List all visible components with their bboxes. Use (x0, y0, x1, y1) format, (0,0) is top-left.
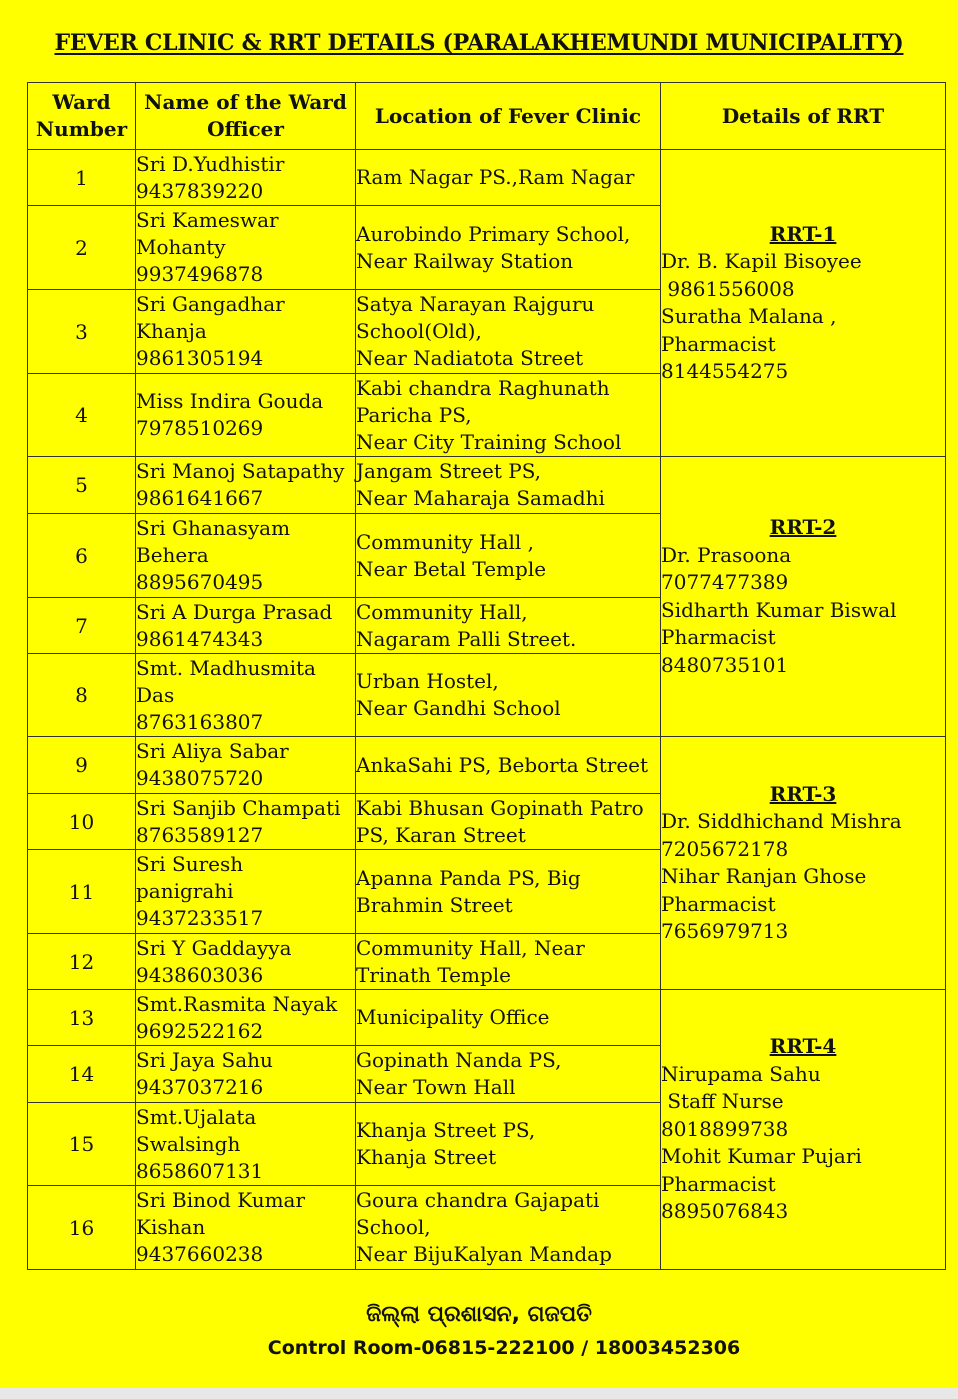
district-administration-label: ଜିଲ୍ଲା ପ୍ରଶାସନ, ଗଜପତି (366, 1302, 592, 1327)
page-title: FEVER CLINIC & RRT DETAILS (PARALAKHEMUNDI MUNICIPALITY) (54, 30, 904, 56)
rrt-team-label: RRT-2 (769, 515, 837, 539)
rrt-member-line: 8895076843 (661, 1199, 789, 1224)
location-line: Brahmin Street (356, 892, 513, 917)
header-rrt-details (661, 83, 946, 150)
officer-line: 9437233517 (136, 906, 264, 930)
ward-number-cell: 4 (28, 374, 136, 457)
location-line: Trinath Temple (356, 962, 511, 987)
officer-line: 9861474343 (136, 626, 264, 651)
bottom-edge (0, 1388, 958, 1399)
officer-line: Behera (136, 543, 209, 567)
ward-number-cell: 8 (28, 654, 136, 737)
clinic-location-cell (356, 737, 661, 794)
location-line: Community Hall, (356, 599, 528, 624)
ward-number-cell: 10 (28, 794, 136, 850)
ward-number-cell: 14 (28, 1046, 136, 1103)
clinic-location-cell (356, 457, 661, 514)
header-location (356, 83, 661, 150)
ward-officer-cell (136, 290, 356, 374)
ward-number-cell: 1 (28, 150, 136, 206)
rrt-team-label: RRT-3 (769, 781, 837, 806)
location-line: Satya Narayan Rajguru (356, 292, 595, 316)
ward-officer-cell (136, 206, 356, 290)
location-line: Community Hall , (356, 529, 534, 554)
officer-line: 8658607131 (136, 1158, 264, 1183)
officer-line: Kishan (136, 1215, 206, 1239)
location-line: Jangam Street PS, (356, 459, 542, 483)
officer-line: Das (136, 682, 175, 707)
officer-line: 9437660238 (136, 1242, 264, 1266)
location-line: PS, Karan Street (356, 822, 526, 847)
rrt-team-label: RRT-1 (769, 221, 837, 246)
officer-line: Miss Indira Gouda (136, 389, 324, 413)
ward-officer-cell (136, 934, 356, 990)
clinic-location-cell (356, 654, 661, 737)
ward-number-cell: 11 (28, 850, 136, 934)
officer-line: Sri Jaya Sahu (136, 1048, 273, 1072)
clinic-location-cell (356, 374, 661, 457)
officer-line: Swalsingh (136, 1131, 241, 1156)
location-line: Aurobindo Primary School, (356, 221, 631, 246)
officer-line: Sri D.Yudhistir (136, 151, 285, 176)
officer-line: Sri Ghanasyam (136, 516, 291, 540)
officer-line: 9438603036 (136, 962, 264, 987)
ward-number-cell: 15 (28, 1103, 136, 1186)
location-line: Khanja Street (356, 1145, 497, 1169)
clinic-location-cell (356, 514, 661, 598)
location-line: Municipality Office (356, 1005, 550, 1029)
officer-line: Sri Manoj Satapathy (136, 459, 345, 483)
location-line: School(Old), (356, 319, 482, 343)
officer-line: Sri Suresh (136, 852, 244, 876)
ward-officer-cell (136, 150, 356, 206)
ward-officer-cell (136, 457, 356, 514)
ward-number-cell: 9 (28, 737, 136, 794)
rrt-member-line: Pharmacist (661, 331, 776, 356)
location-line: School, (356, 1215, 431, 1239)
ward-number-cell: 3 (28, 290, 136, 374)
officer-line: 8763163807 (136, 709, 264, 734)
clinic-location-cell (356, 290, 661, 374)
rrt-member-line: Nirupama Sahu (661, 1061, 821, 1086)
rrt-member-line: Mohit Kumar Pujari (661, 1144, 862, 1169)
location-line: Apanna Panda PS, Big (356, 865, 581, 890)
location-line: Near City Training School (356, 429, 622, 454)
rrt-member-line: Dr. B. Kapil Bisoyee (661, 249, 862, 273)
header-line: Name of the Ward (144, 90, 347, 114)
rrt-member-line: Pharmacist (661, 891, 776, 916)
table-row (28, 150, 946, 206)
clinic-location-cell (356, 990, 661, 1046)
location-line: Near BijuKalyan Mandap (356, 1242, 612, 1266)
officer-line: 8763589127 (136, 822, 264, 847)
officer-line: Mohanty (136, 235, 226, 259)
officer-line: Sri Kameswar (136, 208, 279, 232)
clinic-location-cell (356, 598, 661, 654)
ward-number-cell: 12 (28, 934, 136, 990)
rrt-member-line: Sidharth Kumar Biswal (661, 597, 897, 622)
rrt-details-cell (661, 737, 946, 990)
ward-number-cell: 13 (28, 990, 136, 1046)
rrt-member-line: 7656979713 (661, 919, 789, 943)
header-line: Officer (207, 117, 284, 141)
location-line: Goura chandra Gajapati (356, 1188, 600, 1212)
header-officer-name (136, 83, 356, 150)
location-line: Near Maharaja Samadhi (356, 486, 605, 510)
officer-line: 9861305194 (136, 346, 264, 370)
officer-line: Sri Gangadhar (136, 292, 285, 316)
rrt-member-line: Suratha Malana , (661, 304, 837, 328)
officer-line: 9438075720 (136, 766, 264, 790)
header-line: Ward (52, 90, 111, 114)
clinic-location-cell (356, 1046, 661, 1103)
location-line: Kabi chandra Raghunath (356, 375, 610, 400)
officer-line: 9437037216 (136, 1075, 264, 1099)
clinic-location-cell (356, 1103, 661, 1186)
rrt-team-label: RRT-4 (769, 1034, 837, 1059)
location-line: Near Nadiatota Street (356, 346, 584, 370)
clinic-location-cell (356, 934, 661, 990)
header-ward-number (28, 83, 136, 150)
clinic-location-cell (356, 206, 661, 290)
officer-line: 9437839220 (136, 178, 264, 203)
ward-officer-cell (136, 737, 356, 794)
location-line: Nagaram Palli Street. (356, 626, 577, 651)
ward-officer-cell (136, 374, 356, 457)
rrt-member-line: Nihar Ranjan Ghose (661, 864, 867, 888)
ward-officer-cell (136, 1103, 356, 1186)
ward-number-cell: 5 (28, 457, 136, 514)
ward-officer-cell (136, 654, 356, 737)
location-line: Urban Hostel, (356, 669, 499, 693)
rrt-member-line: 9861556008 (661, 276, 795, 301)
location-line: Ram Nagar PS.,Ram Nagar (356, 165, 635, 189)
officer-line: Sri Y Gaddayya (136, 935, 292, 960)
rrt-member-line: 8144554275 (661, 359, 789, 383)
location-line: Paricha PS, (356, 402, 472, 427)
location-line: AnkaSahi PS, Beborta Street (356, 752, 649, 777)
ward-officer-cell (136, 850, 356, 934)
rrt-member-line: 7205672178 (661, 836, 789, 861)
rrt-member-line: 8018899738 (661, 1116, 789, 1141)
ward-number-cell: 6 (28, 514, 136, 598)
fever-clinic-table (27, 82, 946, 1270)
rrt-details-cell (661, 990, 946, 1270)
rrt-member-line: 7077477389 (661, 570, 789, 594)
rrt-member-line: Pharmacist (661, 1171, 776, 1196)
table-row (28, 990, 946, 1046)
clinic-location-cell (356, 150, 661, 206)
rrt-member-line: Dr. Prasoona (661, 542, 792, 567)
table-row (28, 737, 946, 794)
rrt-member-line: 8480735101 (661, 652, 789, 677)
location-line: Khanja Street PS, (356, 1118, 536, 1142)
location-line: Near Betal Temple (356, 556, 547, 581)
ward-officer-cell (136, 1046, 356, 1103)
header-line: Location of Fever Clinic (374, 103, 642, 128)
rrt-details-cell (661, 457, 946, 737)
officer-line: panigrahi (136, 879, 234, 903)
control-room-numbers: Control Room-06815-222100 / 18003452306 (267, 1337, 741, 1359)
rrt-member-line: Dr. Siddhichand Mishra (661, 809, 902, 833)
clinic-location-cell (356, 1186, 661, 1270)
rrt-member-line: Staff Nurse (661, 1089, 784, 1114)
officer-line: 7978510269 (136, 416, 264, 440)
header-row (28, 83, 946, 150)
location-line: Near Railway Station (356, 248, 574, 273)
ward-number-cell: 7 (28, 598, 136, 654)
rrt-member-line: Pharmacist (661, 625, 776, 649)
location-line: Near Gandhi School (356, 696, 561, 720)
table-row (28, 457, 946, 514)
officer-line: 8895670495 (136, 570, 264, 594)
location-line: Near Town Hall (356, 1075, 516, 1099)
officer-line: Sri A Durga Prasad (136, 599, 333, 624)
officer-line: Sri Sanjib Champati (136, 795, 341, 820)
ward-number-cell: 2 (28, 206, 136, 290)
clinic-location-cell (356, 794, 661, 850)
ward-number-cell: 16 (28, 1186, 136, 1270)
officer-line: Khanja (136, 319, 207, 343)
officer-line: Sri Aliya Sabar (136, 739, 289, 763)
ward-officer-cell (136, 794, 356, 850)
ward-officer-cell (136, 514, 356, 598)
location-line: Gopinath Nanda PS, (356, 1048, 562, 1072)
header-line: Number (35, 117, 128, 141)
header-line: Details of RRT (721, 103, 885, 128)
ward-officer-cell (136, 990, 356, 1046)
officer-line: Smt.Rasmita Nayak (136, 991, 338, 1016)
location-line: Community Hall, Near (356, 935, 585, 960)
location-line: Kabi Bhusan Gopinath Patro (356, 795, 644, 820)
officer-line: 9937496878 (136, 262, 264, 286)
officer-line: Sri Binod Kumar (136, 1188, 306, 1212)
officer-line: 9861641667 (136, 486, 264, 510)
ward-officer-cell (136, 598, 356, 654)
clinic-location-cell (356, 850, 661, 934)
ward-officer-cell (136, 1186, 356, 1270)
officer-line: Smt. Madhusmita (136, 655, 316, 680)
officer-line: Smt.Ujalata (136, 1104, 257, 1129)
rrt-details-cell (661, 150, 946, 457)
officer-line: 9692522162 (136, 1018, 264, 1043)
